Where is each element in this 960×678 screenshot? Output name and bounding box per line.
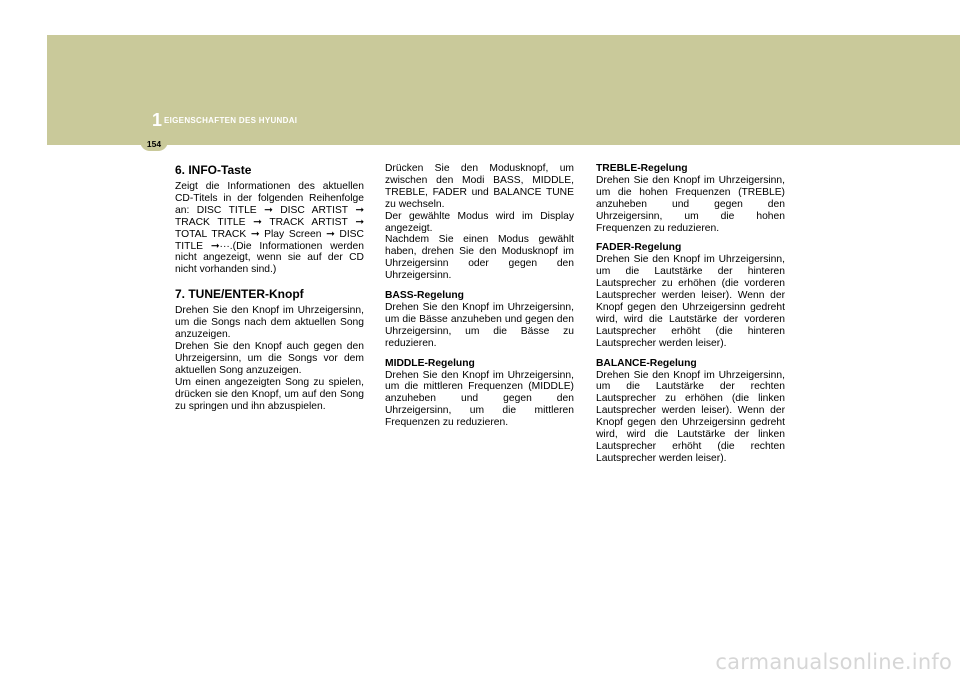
balance-heading: BALANCE-Regelung xyxy=(596,357,697,369)
bass-text: Drehen Sie den Knopf im Uhrzeigersinn, um die Bässe anzuheben und gegen den Uhrzeigersinn, um die Bässe zu reduzieren. xyxy=(385,301,574,349)
tune-text-3: Um einen angezeigten Song zu spielen, drücken sie den Knopf, um auf den Song zu springen und ihn abzuspielen. xyxy=(175,376,364,412)
column-right xyxy=(596,163,785,465)
header-band xyxy=(47,35,960,145)
treble-text: Drehen Sie den Knopf im Uhrzeigersinn, um die hohen Frequenzen (TREBLE) anzuheben und gegen den Uhrzeigersinn, um die hohen Frequenzen zu reduzieren. xyxy=(596,174,785,234)
tune-text-1: Drehen Sie den Knopf im Uhrzeigersinn, um die Songs nach dem aktuellen Song anzuzeigen. xyxy=(175,305,364,341)
mode-intro-1: Drücken Sie den Modusknopf, um zwischen den Modi BASS, MIDDLE, TREBLE, FADER und BALANCE TUNE zu wechseln. xyxy=(385,163,574,210)
info-heading: 6. INFO-Taste xyxy=(175,163,252,177)
chapter-title: EIGENSCHAFTEN DES HYUNDAI xyxy=(164,116,298,125)
mode-intro-3: Nachdem Sie einen Modus gewählt haben, drehen Sie den Modusknopf im Uhrzeigersinn oder gegen den Uhrzeigersinn. xyxy=(385,234,574,282)
tune-heading: 7. TUNE/ENTER-Knopf xyxy=(175,287,304,302)
middle-heading: MIDDLE-Regelung xyxy=(385,357,475,369)
middle-text: Drehen Sie den Knopf im Uhrzeigersinn, um die mittleren Frequenzen (MIDDLE) anzuheben und gegen den Uhrzeigersinn, um die mittleren Frequenzen zu reduzieren. xyxy=(385,369,574,429)
bass-heading: BASS-Regelung xyxy=(385,290,464,302)
fader-heading: FADER-Regelung xyxy=(596,242,682,254)
column-middle xyxy=(385,163,574,429)
chapter-number: 1 xyxy=(152,110,163,130)
balance-text: Drehen Sie den Knopf im Uhrzeigersinn, um die Lautstärke der rechten Lautsprecher zu erhöhen (die linken Lautsprecher werden leiser). Wenn der Knopf gegen den Uhrzeigersinn gedreht wird, wird die Lautstärke der linken Lautsprecher erhöht (die rechten Lautsprecher werden leiser). xyxy=(596,369,785,464)
column-left xyxy=(175,163,364,412)
mode-intro-2: Der gewählte Modus wird im Display angezeigt. xyxy=(385,210,574,234)
page-number: 154 xyxy=(146,139,162,149)
watermark: carmanualsonline.info xyxy=(715,650,952,674)
treble-heading: TREBLE-Regelung xyxy=(596,163,688,174)
info-text: Zeigt die Informationen des aktuellen CD-Titels in der folgenden Reihenfolge an: DISC TITLE ➞ DISC ARTIST ➞ TRACK TITLE ➞ TRACK ARTIST ➞ TOTAL TRACK ➞ Play Screen ➞ DISC TITLE ➞···.(Die Informationen werden nicht angezeigt, wenn sie auf der CD nicht vorhanden sind.) xyxy=(175,181,364,276)
tune-text-2: Drehen Sie den Knopf auch gegen den Uhrzeigersinn, um die Songs vor dem aktuellen Song anzuzeigen. xyxy=(175,340,364,376)
fader-text: Drehen Sie den Knopf im Uhrzeigersinn, um die Lautstärke der hinteren Lautsprecher zu erhöhen (die vorderen Lautsprecher werden leiser). Wenn der Knopf gegen den Uhrzeigersinn gedreht wird, wird die Lautstärke der vorderen Lautsprecher erhöht (die hinteren Lautsprecher werden leiser). xyxy=(596,254,785,349)
